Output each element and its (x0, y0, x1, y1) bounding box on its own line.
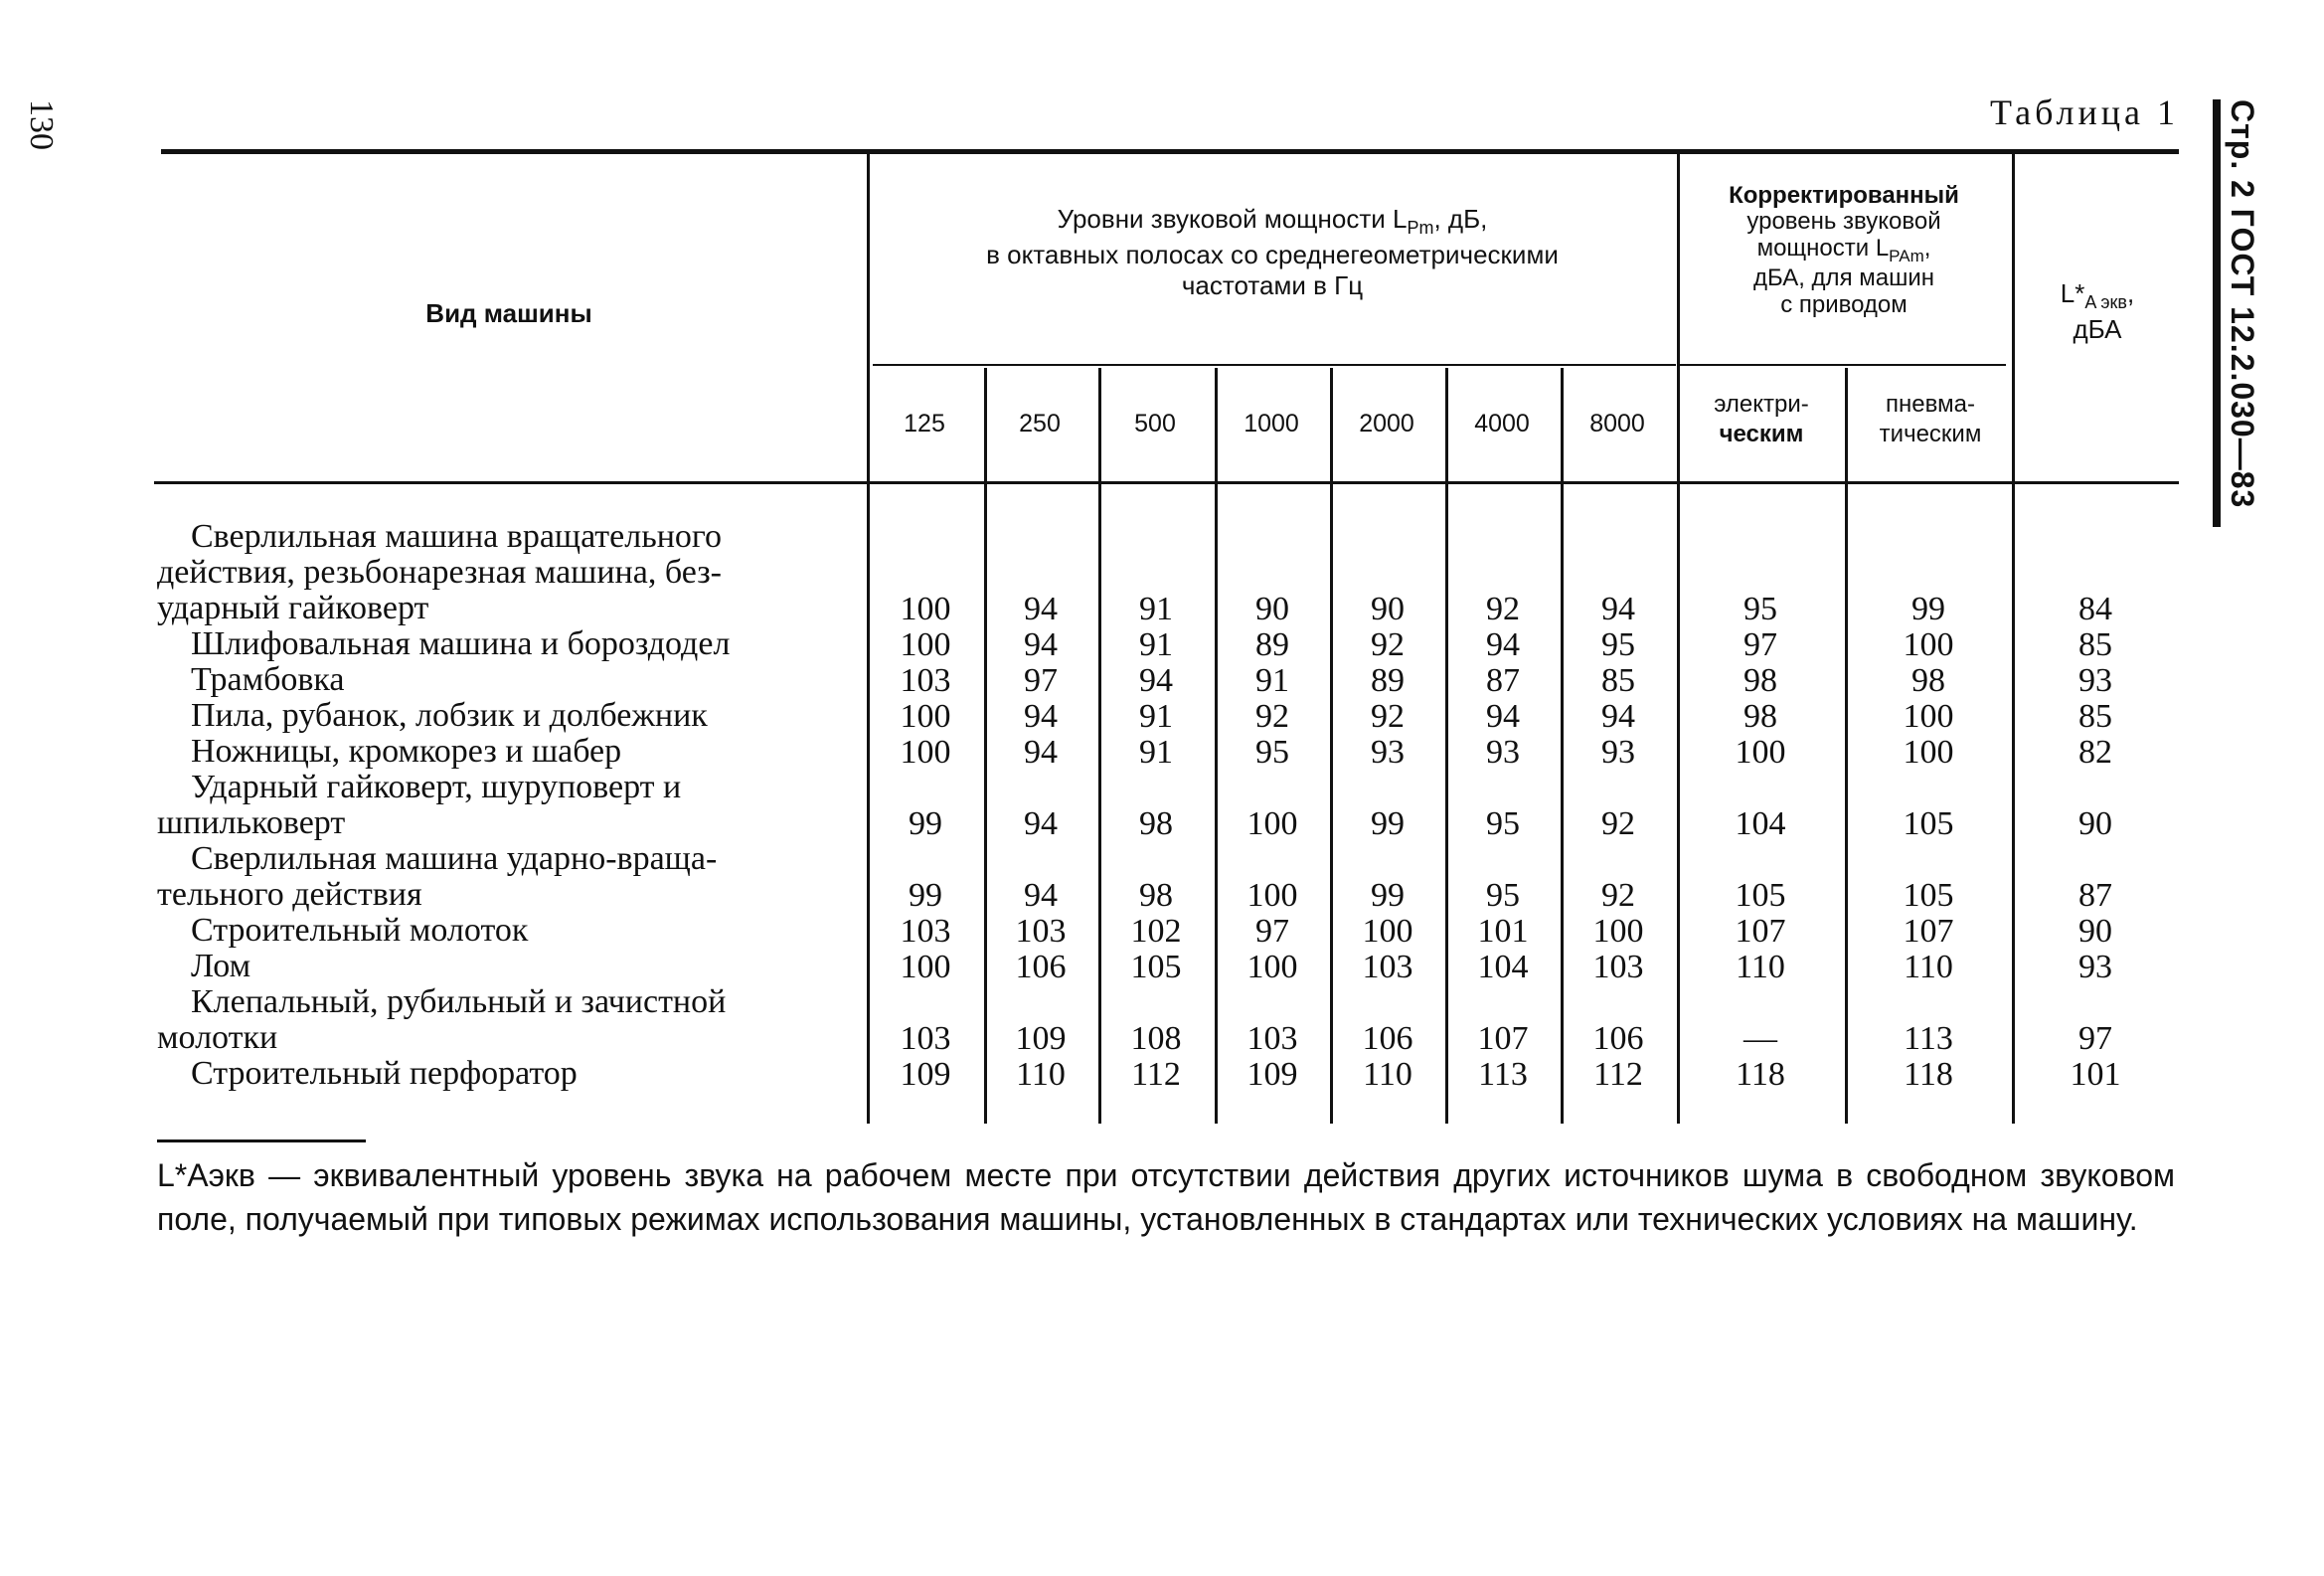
freq-4000: 4000 (1474, 410, 1530, 438)
table-cell: 99 (1371, 805, 1405, 842)
table-cell: 109 (1246, 1056, 1298, 1093)
table-cell: 94 (1601, 591, 1635, 627)
table-cell: 90 (2078, 805, 2112, 842)
table-cell: 93 (1486, 734, 1520, 771)
table-cell: 105 (1735, 877, 1786, 914)
table-cell: 110 (1736, 949, 1785, 985)
table-cell: 92 (1601, 805, 1635, 842)
row-label (157, 626, 843, 662)
sound-power-line3: частотами в Гц (1181, 269, 1364, 300)
row-label-line: действия, резьбонарезная машина, без- (157, 554, 722, 591)
row-label-line: Клепальный, рубильный и зачистной (191, 983, 727, 1020)
row-label (157, 1056, 843, 1092)
row-label (157, 698, 843, 734)
row-label-line: Шлифовальная машина и бороздодел (191, 625, 731, 662)
table-cell: 94 (1139, 662, 1173, 699)
col-divider (1845, 368, 1848, 1124)
sound-power-end: , дБ, (1433, 204, 1488, 234)
table-cell: 100 (1735, 734, 1786, 771)
table-cell: 103 (1015, 913, 1067, 950)
sound-power-line2: в октавных полосах со среднегеометрическими (986, 239, 1559, 269)
table-cell: 90 (1255, 591, 1289, 627)
table-cell: 97 (2078, 1020, 2112, 1057)
table-cell: 99 (909, 805, 942, 842)
table-cell: 100 (900, 591, 951, 627)
table-cell: 92 (1601, 877, 1635, 914)
table-cell: 94 (1486, 626, 1520, 663)
table-cell: 87 (1486, 662, 1520, 699)
row-label-line: тельного действия (157, 876, 422, 913)
table-cell: 95 (1255, 734, 1289, 771)
table-cell: 85 (2078, 698, 2112, 735)
table-cell: 104 (1477, 949, 1529, 985)
table-cell: 94 (1024, 877, 1058, 914)
header-machine-type-text: Вид машины (425, 298, 592, 328)
header-sound-power (875, 204, 1670, 301)
table-cell: 118 (1736, 1056, 1785, 1093)
table-cell: 106 (1592, 1020, 1644, 1057)
table-cell: 112 (1131, 1056, 1181, 1093)
table-cell: 95 (1486, 805, 1520, 842)
table-cell: 106 (1015, 949, 1067, 985)
header-leq: $L*_{A экв}$, дБА (2018, 278, 2177, 345)
table-cell: 94 (1024, 591, 1058, 627)
table-cell: 99 (1371, 877, 1405, 914)
table-cell: 105 (1903, 805, 1954, 842)
table-cell: 118 (1904, 1056, 1953, 1093)
header-pneumatic (1851, 390, 2010, 449)
freq-2000: 2000 (1359, 410, 1414, 438)
table-cell: 93 (2078, 949, 2112, 985)
side-header: Стр. 2 ГОСТ 12.2.030—83 (2225, 99, 2260, 509)
table-cell: 92 (1486, 591, 1520, 627)
table-cell: 103 (1362, 949, 1413, 985)
table-cell: 113 (1478, 1056, 1528, 1093)
table-cell: 103 (1592, 949, 1644, 985)
table-cell: 94 (1024, 734, 1058, 771)
table-cell: 100 (1362, 913, 1413, 950)
table-caption: Таблица 1 (1990, 92, 2179, 132)
leq-sub: A экв (2084, 292, 2127, 313)
table-cell: 91 (1139, 698, 1173, 735)
table-cell: 105 (1130, 949, 1182, 985)
corrected-line2: уровень звуковой (1746, 208, 1941, 236)
table-cell: 90 (2078, 913, 2112, 950)
row-label-line: Трамбовка (191, 661, 345, 698)
table-cell: 109 (1015, 1020, 1067, 1057)
table-cell: — (1743, 1020, 1777, 1057)
corrected-line3-end: , (1923, 234, 1931, 262)
page-number: 130 (23, 99, 60, 150)
row-label (157, 949, 843, 984)
table-cell: 100 (900, 626, 951, 663)
table-cell: 100 (1246, 805, 1298, 842)
table-cell: 84 (2078, 591, 2112, 627)
table-cell: 103 (900, 913, 951, 950)
table-cell: 98 (1743, 698, 1777, 735)
corrected-line4: дБА, для машин (1752, 264, 1934, 292)
freq-125: 125 (904, 410, 945, 438)
header-electric (1682, 390, 1841, 449)
leq-main: L* (2060, 278, 2085, 308)
row-label (157, 662, 843, 698)
table-cell: 103 (900, 662, 951, 699)
row-label (157, 770, 843, 841)
table-cell: 92 (1255, 698, 1289, 735)
table-cell: 110 (1363, 1056, 1412, 1093)
corrected-line3: мощности L (1756, 234, 1890, 262)
row-label-line: молотки (157, 1019, 278, 1056)
footnote: L*Aэкв — эквивалентный уровень звука на рабочем месте при отсутствии действия других источников шума в свободном звуковом поле, получаемый при типовых режимах использования машины, установленных в стандартах или технических условиях на машину. (157, 1157, 2175, 1237)
corrected-line1: Корректированный (1729, 182, 1959, 209)
table-cell: 100 (900, 949, 951, 985)
table-cell: 90 (1371, 591, 1405, 627)
table-cell: 109 (900, 1056, 951, 1093)
table-cell: 113 (1904, 1020, 1953, 1057)
table-cell: 82 (2078, 734, 2112, 771)
table-cell: 85 (1601, 662, 1635, 699)
table-cell: 94 (1024, 626, 1058, 663)
sound-power-text: Уровни звуковой мощности L (1057, 204, 1408, 234)
table-cell: 93 (1371, 734, 1405, 771)
table-cell: 91 (1139, 734, 1173, 771)
header-sub-rule-left (873, 364, 1676, 366)
table-cell: 108 (1130, 1020, 1182, 1057)
col-divider (2012, 154, 2015, 1124)
table-cell: 94 (1486, 698, 1520, 735)
table-cell: 85 (2078, 626, 2112, 663)
row-label-line: Ножницы, кромкорез и шабер (191, 733, 622, 770)
table-cell: 98 (1743, 662, 1777, 699)
table-cell: 107 (1903, 913, 1954, 950)
corrected-line5: с приводом (1780, 290, 1908, 318)
table-cell: 100 (1903, 698, 1954, 735)
table-cell: 107 (1735, 913, 1786, 950)
table-cell: 97 (1743, 626, 1777, 663)
row-label (157, 734, 843, 770)
table-cell: 91 (1139, 626, 1173, 663)
table-cell: 87 (2078, 877, 2112, 914)
row-label-line: Строительный перфоратор (191, 1055, 578, 1092)
freq-250: 250 (1019, 410, 1061, 438)
freq-8000: 8000 (1589, 410, 1645, 438)
table-cell: 100 (1246, 877, 1298, 914)
row-label (157, 519, 843, 626)
sound-power-sub: Pm (1407, 218, 1434, 239)
table-cell: 97 (1024, 662, 1058, 699)
table-cell: 100 (1903, 734, 1954, 771)
table-cell: 101 (2070, 1056, 2121, 1093)
table-cell: 112 (1593, 1056, 1643, 1093)
leq-line2: дБА (2073, 313, 2122, 344)
table-cell: 100 (900, 734, 951, 771)
freq-1000: 1000 (1244, 410, 1299, 438)
table-cell: 91 (1255, 662, 1289, 699)
table-cell: 93 (1601, 734, 1635, 771)
header-corrected-level (1682, 183, 2006, 318)
table-cell: 97 (1255, 913, 1289, 950)
table-cell: 106 (1362, 1020, 1413, 1057)
table-cell: 89 (1371, 662, 1405, 699)
table-cell: 103 (900, 1020, 951, 1057)
footnote-rule (157, 1139, 366, 1142)
freq-500: 500 (1134, 410, 1176, 438)
header-machine-type (161, 298, 857, 329)
table-cell: 101 (1477, 913, 1529, 950)
table-cell: 92 (1371, 626, 1405, 663)
row-label-line: Строительный молоток (191, 912, 529, 949)
col-divider (867, 154, 870, 1124)
table-cell: 92 (1371, 698, 1405, 735)
header-bottom-rule (154, 481, 2179, 484)
table-cell: 93 (2078, 662, 2112, 699)
row-label-line: Ударный гайковерт, шуруповерт и (191, 769, 682, 805)
electric-line1: электри- (1714, 391, 1809, 418)
row-label-line: Пила, рубанок, лобзик и долбежник (191, 697, 708, 734)
table-cell: 99 (909, 877, 942, 914)
row-label-line: Сверлильная машина вращательного (191, 518, 723, 555)
row-label-line: Лом (191, 948, 251, 984)
table-cell: 89 (1255, 626, 1289, 663)
table-cell: 98 (1911, 662, 1945, 699)
table-cell: 103 (1246, 1020, 1298, 1057)
pneumatic-line1: пневма- (1886, 391, 1975, 418)
table-cell: 94 (1601, 698, 1635, 735)
row-label (157, 841, 843, 913)
header-sub-rule-right (1680, 364, 2006, 366)
table-cell: 107 (1477, 1020, 1529, 1057)
table-cell: 110 (1904, 949, 1953, 985)
table-cell: 110 (1016, 1056, 1066, 1093)
table-cell: 105 (1903, 877, 1954, 914)
table-cell: 102 (1130, 913, 1182, 950)
table-cell: 100 (1903, 626, 1954, 663)
table-cell: 95 (1601, 626, 1635, 663)
table-cell: 99 (1911, 591, 1945, 627)
row-label-line: ударный гайковерт (157, 590, 429, 626)
electric-line2: ческим (1719, 421, 1804, 447)
table-cell: 100 (900, 698, 951, 735)
row-label-line: шпильковерт (157, 804, 346, 841)
corrected-sub: PAm (1889, 246, 1924, 265)
pneumatic-line2: тическим (1879, 421, 1982, 447)
table-cell: 94 (1024, 698, 1058, 735)
table-cell: 91 (1139, 591, 1173, 627)
row-label (157, 913, 843, 949)
table-top-rule (161, 149, 2179, 154)
table-cell: 94 (1024, 805, 1058, 842)
table-cell: 95 (1486, 877, 1520, 914)
row-label (157, 984, 843, 1056)
table-cell: 104 (1735, 805, 1786, 842)
table-cell: 100 (1246, 949, 1298, 985)
table-cell: 100 (1592, 913, 1644, 950)
table-cell: 95 (1743, 591, 1777, 627)
side-header-bar (2213, 99, 2221, 527)
table-cell: 98 (1139, 805, 1173, 842)
col-divider (1677, 154, 1680, 1124)
table-cell: 98 (1139, 877, 1173, 914)
row-label-line: Сверлильная машина ударно-враща- (191, 840, 718, 877)
